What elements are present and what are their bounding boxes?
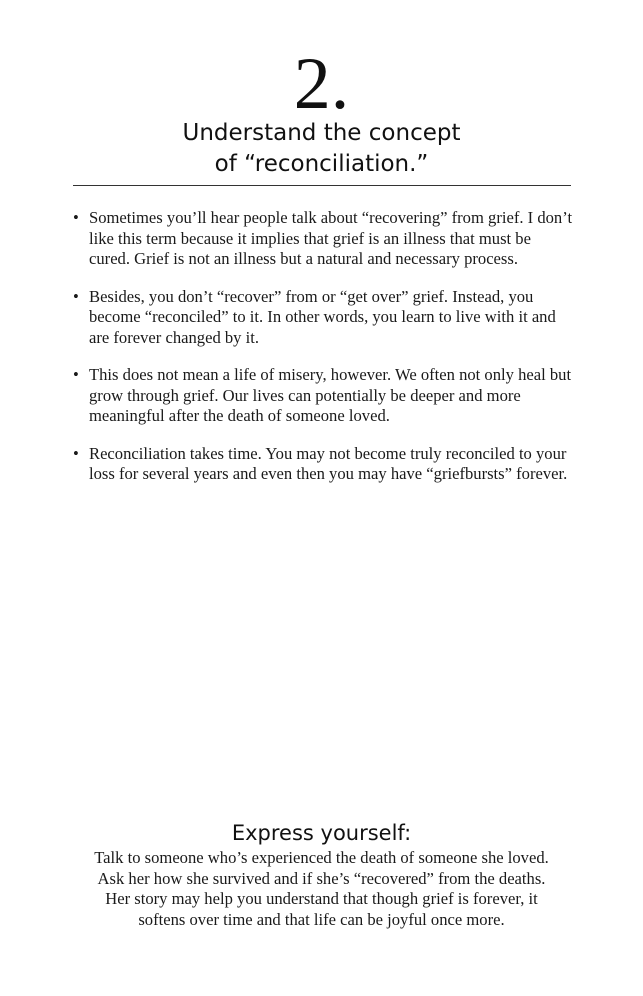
- bullet-text: Sometimes you’ll hear people talk about “recovering” from grief. I don’t like this term because it implies that grief is an illness that must be cured. Grief is not an illness but a natural and necessary process.: [89, 208, 573, 268]
- chapter-title-line-1: Understand the concept: [182, 120, 461, 146]
- bullet-list: [73, 208, 573, 502]
- bullet-item: [73, 365, 573, 427]
- chapter-title: [0, 118, 643, 180]
- express-yourself-section: [0, 818, 643, 930]
- express-line-3: Her story may help you understand that though grief is forever, it: [105, 889, 538, 908]
- bullet-text: Reconciliation takes time. You may not become truly reconciled to your loss for several years and even then you may have “griefbursts” forever.: [89, 443, 568, 483]
- bullet-item: [73, 444, 573, 485]
- express-title: Express yourself:: [231, 821, 412, 845]
- express-line-4: softens over time and that life can be joyful once more.: [138, 909, 505, 929]
- bullet-text: This does not mean a life of misery, however. We often not only heal but grow through grief. Our lives can potentially be deeper and more meaningful after the death of someone loved.: [89, 365, 572, 425]
- express-body: [0, 848, 643, 930]
- bullet-dot-icon: •: [73, 286, 79, 306]
- express-line-2: Ask her how she survived and if she’s “recovered” from the deaths.: [97, 868, 546, 888]
- bullet-text: Besides, you don’t “recover” from or “get over” grief. Instead, you become “reconciled” to it. In other words, you learn to live with it and are forever changed by it.: [89, 286, 556, 347]
- bullet-dot-icon: •: [73, 365, 79, 384]
- title-divider: [73, 185, 571, 186]
- bullet-dot-icon: •: [73, 208, 79, 227]
- express-line-1: Talk to someone who’s experienced the death of someone she loved.: [94, 848, 549, 867]
- chapter-number: 2.: [293, 43, 350, 125]
- bullet-item: [73, 208, 573, 270]
- bullet-dot-icon: •: [73, 443, 79, 463]
- bullet-item: [73, 287, 573, 349]
- chapter-title-line-2: of “reconciliation.”: [214, 151, 429, 177]
